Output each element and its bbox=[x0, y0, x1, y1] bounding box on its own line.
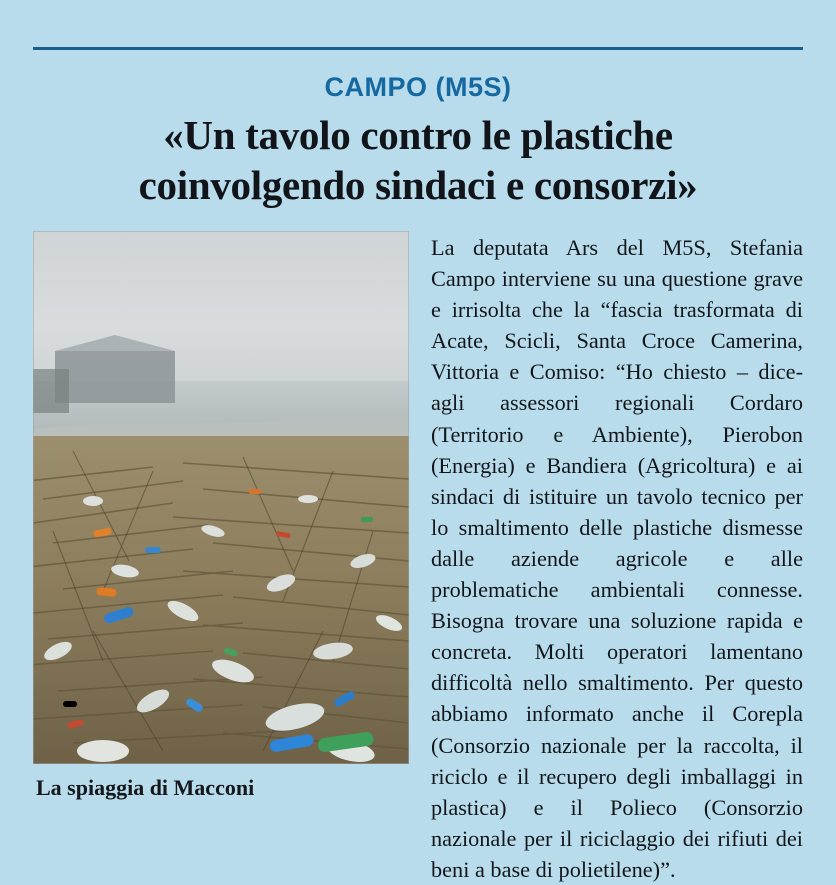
page-title bbox=[33, 110, 803, 210]
article-kicker: CAMPO (M5S) bbox=[324, 72, 512, 102]
article-photo bbox=[33, 231, 409, 764]
photo-caption: La spiaggia di Macconi bbox=[36, 775, 255, 800]
top-divider bbox=[33, 47, 803, 50]
beach-litter-photo bbox=[33, 231, 409, 764]
headline-line-2: coinvolgendo sindaci e consorzi» bbox=[138, 162, 698, 209]
headline-line-1: «Un tavolo contro le plastiche bbox=[163, 112, 673, 158]
article-body: La deputata Ars del M5S, Stefania Campo interviene su una questione grave e irrisolta che la “fascia trasformata di Acate, Scicli, Santa Croce Camerina, Vittoria e Comiso: “Ho chiesto – dice- agli assessori regionali Cordaro (Territorio e Ambiente), Pierobon (Energia) e Bandiera (Agricoltura) e ai sindaci di istituire un tavolo tecnico per lo smaltimento delle plastiche dismesse dalle aziende agricole e alle problematiche ambientali connesse. Bisogna trovare una soluzione rapida e concreta. Molti operatori lamentano difficoltà nello smaltimento. Per questo abbiamo informato anche il Corepla (Consorzio nazionale per la raccolta, il riciclo e il recupero degli imballaggi in plastica) e il Polieco (Consorzio nazionale per il riciclaggio dei rifiuti dei beni a base di polietilene)”. bbox=[431, 235, 803, 882]
